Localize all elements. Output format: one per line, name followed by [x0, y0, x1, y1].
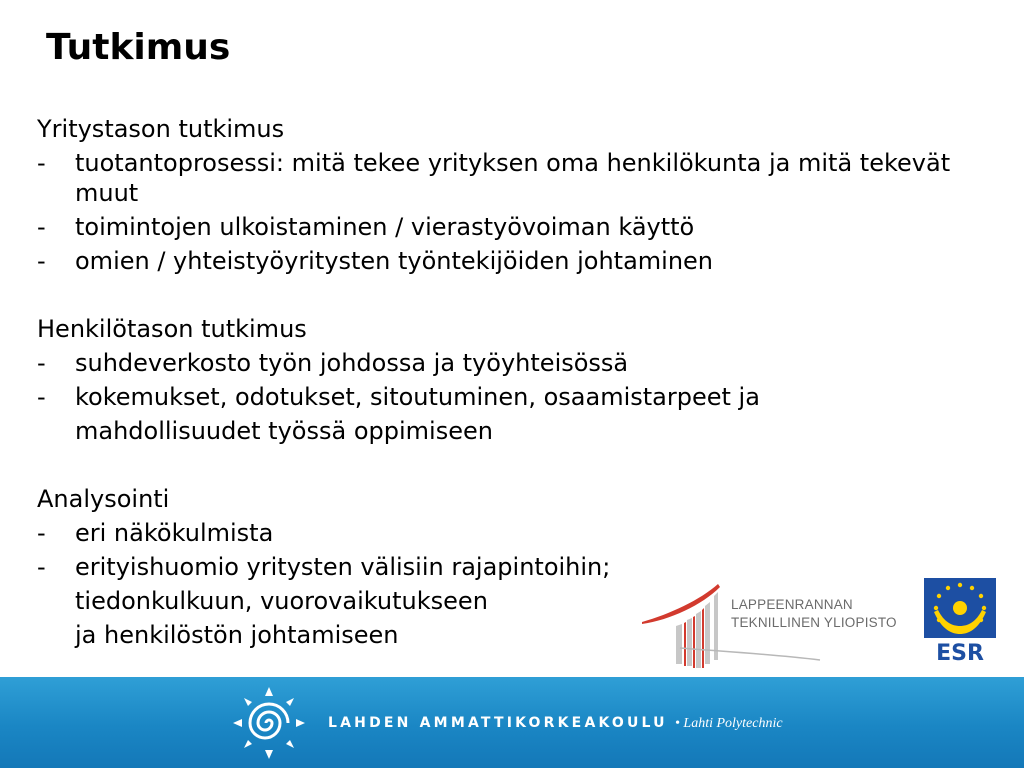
footer-subtitle-text: Lahti Polytechnic — [683, 716, 783, 731]
lut-name-line1: LAPPEENRANNAN — [731, 597, 853, 612]
bullet-dash: - — [37, 519, 46, 547]
bullet-dash: - — [37, 349, 46, 377]
list-item-continuation: mahdollisuudet työssä oppimiseen — [75, 417, 493, 445]
bullet-dash: - — [37, 247, 46, 275]
slide-body — [37, 112, 967, 652]
section-heading-analysis: Analysointi — [37, 485, 170, 513]
list-item-text: erityishuomio yritysten välisiin rajapintoihin; — [75, 553, 611, 581]
list-item-continuation: tiedonkulkuun, vuorovaikutukseen — [75, 587, 488, 615]
list-item — [37, 380, 967, 414]
footer-institution-name: LAHDEN AMMATTIKORKEAKOULU — [328, 715, 668, 731]
bullet-dash: - — [37, 213, 46, 241]
lut-logo-text — [731, 596, 897, 632]
list-item-text: eri näkökulmista — [75, 519, 274, 547]
bullet-dash: - — [37, 383, 46, 411]
list-item — [37, 210, 967, 244]
slide-title: Tutkimus — [46, 27, 231, 68]
footer-band — [0, 677, 1024, 768]
lut-name-line2: TEKNILLINEN YLIOPISTO — [731, 615, 897, 630]
list-item — [37, 146, 967, 210]
esr-logo-icon — [924, 578, 996, 664]
section-heading-personal: Henkilötason tutkimus — [37, 315, 307, 343]
list-item-text: omien / yhteistyöyritysten työntekijöiden johtaminen — [75, 247, 714, 275]
bullet-dash: - — [37, 553, 46, 581]
list-item — [37, 346, 967, 380]
list-item-text: toimintojen ulkoistaminen / vierastyövoiman käyttö — [75, 213, 695, 241]
list-item-text: kokemukset, odotukset, sitoutuminen, osaamistarpeet ja — [75, 383, 760, 411]
list-item — [37, 516, 967, 550]
footer-subtitle — [675, 716, 783, 732]
list-item-text: suhdeverkosto työn johdossa ja työyhteisössä — [75, 349, 629, 377]
bullet-dash: - — [37, 149, 46, 177]
list-item-text: tuotantoprosessi: mitä tekee yrityksen oma henkilökunta ja mitä tekevät muut — [75, 149, 951, 207]
esr-text: ESR — [936, 641, 984, 664]
list-item-continuation: ja henkilöstön johtamiseen — [75, 621, 399, 649]
sun-swirl-logo-icon — [233, 687, 305, 759]
list-item — [37, 244, 967, 278]
section-heading-company: Yritystason tutkimus — [37, 115, 285, 143]
footer-separator: • — [675, 716, 680, 731]
